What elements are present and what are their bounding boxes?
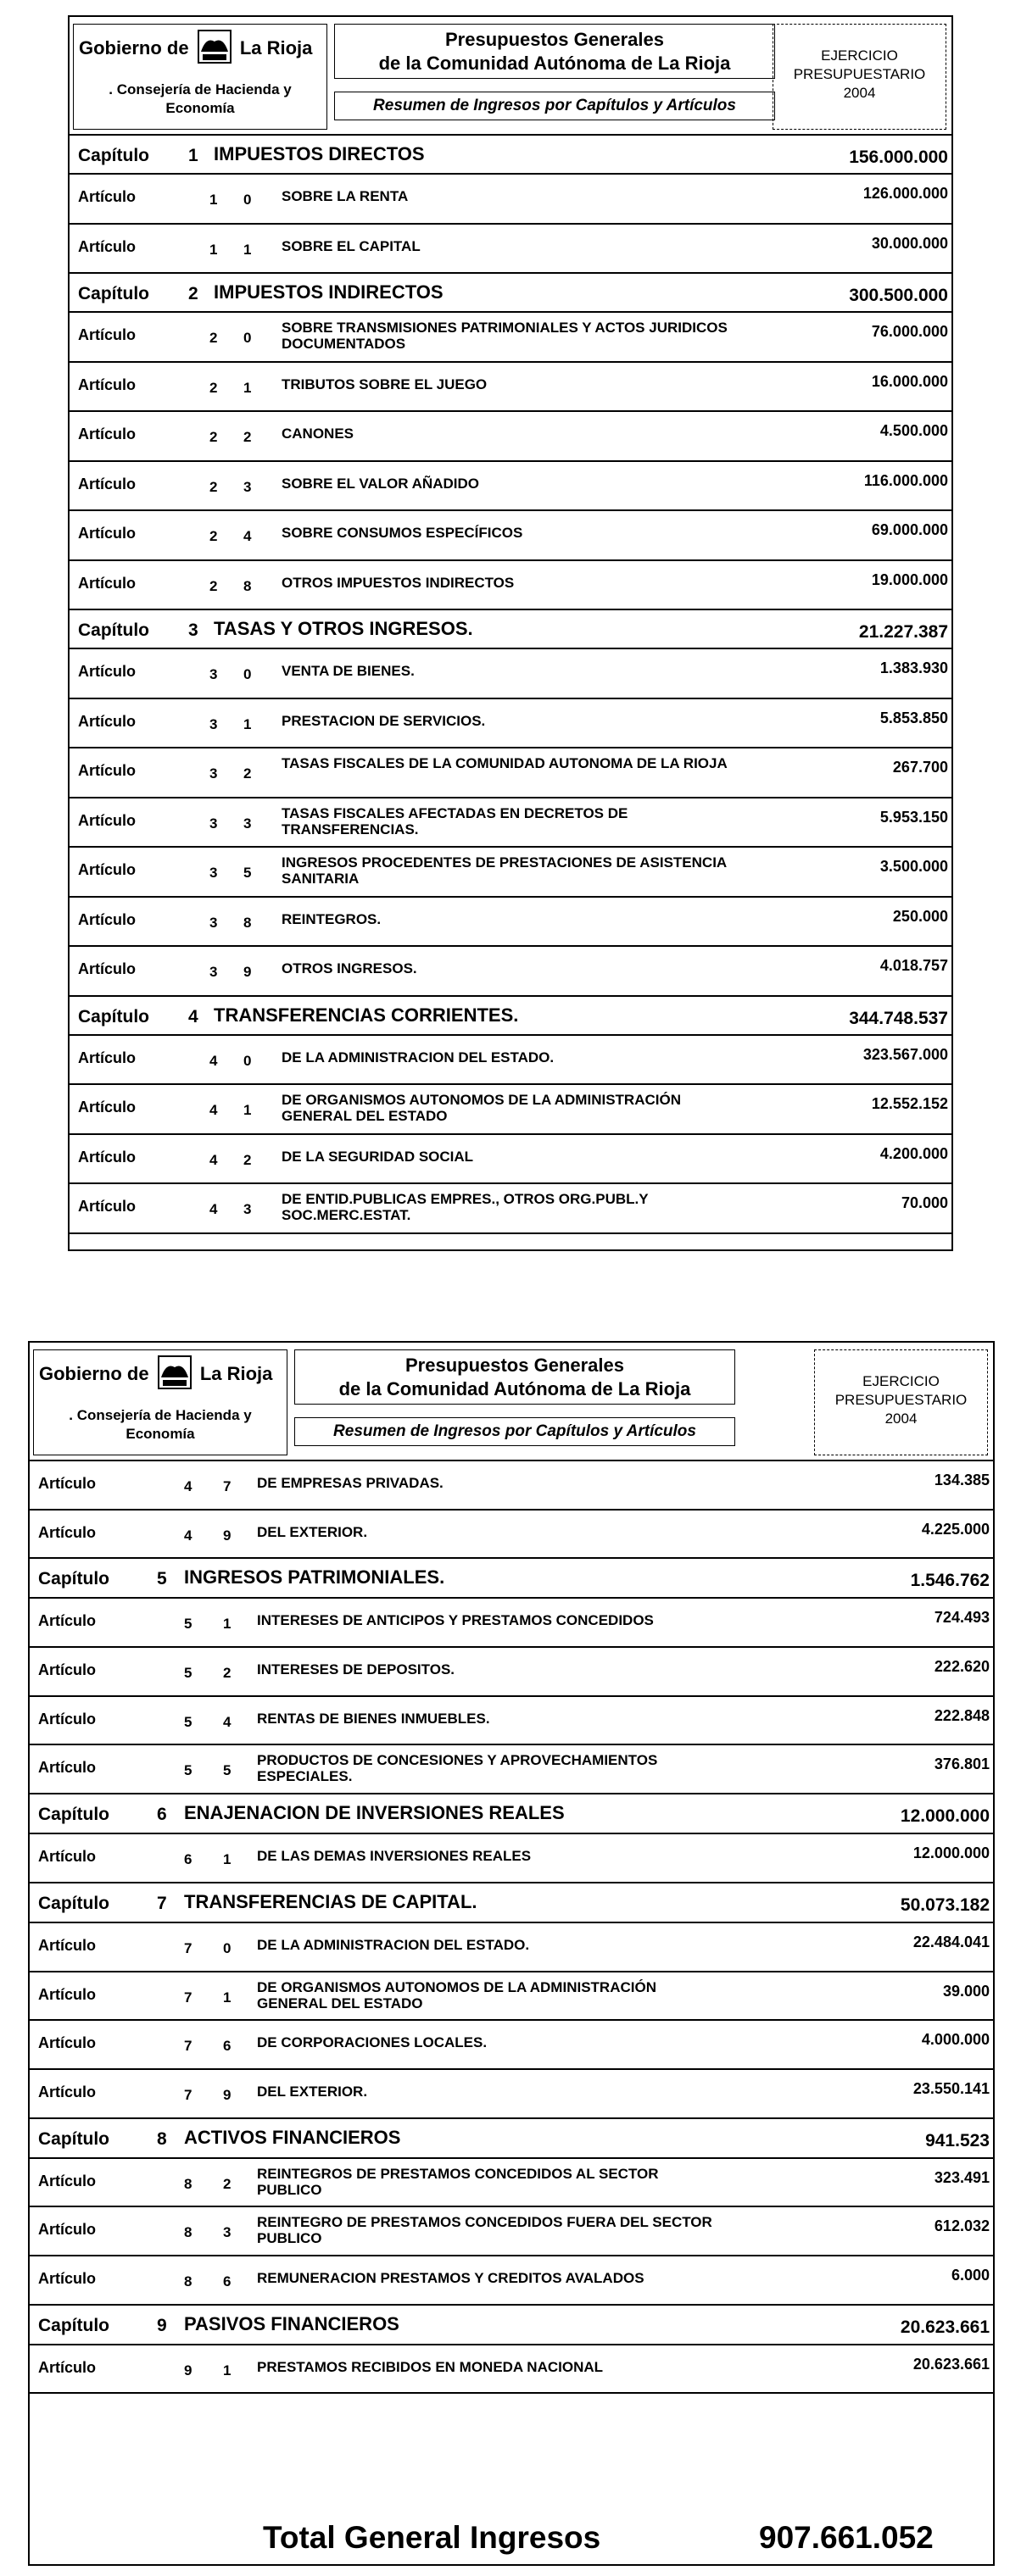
article-label: Artículo bbox=[78, 188, 137, 205]
article-description: TRIBUTOS SOBRE EL JUEGO bbox=[282, 376, 488, 392]
chapter-number: 2 bbox=[188, 284, 198, 303]
chapter-description: INGRESOS PATRIMONIALES. bbox=[184, 1566, 445, 1588]
article-amount: 20.623.661 bbox=[912, 2355, 990, 2373]
budget-page-1 bbox=[68, 15, 953, 1251]
article-number: 7 bbox=[223, 1478, 232, 1494]
government-logo-box bbox=[73, 24, 327, 130]
article-amount: 12.000.000 bbox=[912, 1844, 990, 1862]
article-label: Artículo bbox=[38, 2221, 97, 2239]
chapter-number: 8 bbox=[184, 2273, 192, 2289]
article-description: DE LA SEGURIDAD SOCIAL bbox=[282, 1148, 474, 1165]
article-number: 6 bbox=[223, 2038, 232, 2055]
article-description: DE LAS DEMAS INVERSIONES REALES bbox=[257, 1848, 532, 1865]
article-row bbox=[70, 649, 951, 699]
article-number: 0 bbox=[243, 192, 252, 208]
article-row bbox=[70, 1085, 951, 1135]
article-label: Artículo bbox=[78, 1099, 137, 1116]
chapter-number: 8 bbox=[184, 2175, 192, 2192]
budget-table bbox=[70, 136, 951, 1234]
article-number: 2 bbox=[223, 1665, 232, 1682]
article-amount: 126.000.000 bbox=[862, 185, 948, 202]
article-number: 1 bbox=[223, 1616, 232, 1633]
chapter-description: ACTIVOS FINANCIEROS bbox=[184, 2126, 401, 2148]
chapter-number: 2 bbox=[209, 528, 218, 544]
article-row bbox=[30, 1599, 993, 1648]
chapter-label: Capítulo bbox=[78, 284, 149, 303]
chapter-description: TRANSFERENCIAS CORRIENTES. bbox=[214, 1004, 519, 1026]
chapter-row bbox=[30, 1794, 993, 1834]
article-row bbox=[70, 175, 951, 225]
article-row bbox=[70, 699, 951, 749]
article-row bbox=[30, 1972, 993, 2022]
chapter-number: 3 bbox=[209, 715, 218, 732]
article-number: 5 bbox=[243, 865, 252, 881]
document-title: Presupuestos Generales de la Comunidad Autónoma de La Rioja bbox=[294, 1349, 735, 1405]
article-label: Artículo bbox=[38, 2172, 97, 2189]
chapter-row bbox=[70, 136, 951, 175]
article-description: CANONES bbox=[282, 426, 354, 442]
budget-table bbox=[30, 1461, 993, 2394]
chapter-description: TASAS Y OTROS INGRESOS. bbox=[214, 618, 473, 639]
chapter-row bbox=[70, 610, 951, 649]
chapter-number: 4 bbox=[184, 1478, 192, 1494]
article-label: Artículo bbox=[38, 1661, 97, 1679]
article-amount: 69.000.000 bbox=[871, 521, 948, 538]
chapter-number: 1 bbox=[209, 192, 218, 208]
article-number: 0 bbox=[243, 330, 252, 346]
article-amount: 39.000 bbox=[942, 1982, 990, 2000]
article-number: 2 bbox=[243, 1151, 252, 1168]
chapter-number: 8 bbox=[157, 2128, 167, 2149]
article-description: DE EMPRESAS PRIVADAS. bbox=[257, 1475, 444, 1491]
article-amount: 23.550.141 bbox=[912, 2079, 990, 2097]
article-row bbox=[70, 363, 951, 413]
chapter-label: Capítulo bbox=[38, 1569, 109, 1589]
article-description: INGRESOS PROCEDENTES DE PRESTACIONES DE ASISTENCIA SANITARIA bbox=[282, 854, 727, 887]
article-description: PRESTACION DE SERVICIOS. bbox=[282, 712, 486, 729]
article-amount: 70.000 bbox=[901, 1194, 948, 1211]
chapter-label: Capítulo bbox=[78, 146, 149, 165]
chapter-amount: 300.500.000 bbox=[849, 286, 948, 305]
article-row bbox=[30, 2159, 993, 2208]
article-number: 9 bbox=[223, 1527, 232, 1544]
article-amount: 30.000.000 bbox=[871, 234, 948, 252]
article-row bbox=[70, 1036, 951, 1086]
article-row bbox=[70, 748, 951, 798]
article-number: 0 bbox=[223, 1939, 232, 1956]
chapter-description: TRANSFERENCIAS DE CAPITAL. bbox=[184, 1890, 477, 1912]
chapter-number: 5 bbox=[184, 1665, 192, 1682]
article-number: 8 bbox=[243, 577, 252, 594]
article-amount: 1.383.930 bbox=[879, 659, 948, 676]
chapter-label: Capítulo bbox=[78, 1006, 149, 1027]
chapter-description: PASIVOS FINANCIEROS bbox=[184, 2312, 399, 2334]
article-row bbox=[70, 561, 951, 611]
article-number: 1 bbox=[243, 241, 252, 258]
article-label: Artículo bbox=[38, 2358, 97, 2376]
chapter-number: 3 bbox=[209, 914, 218, 931]
article-row bbox=[70, 798, 951, 848]
article-number: 1 bbox=[223, 1989, 232, 2006]
article-description: SOBRE EL CAPITAL bbox=[282, 237, 421, 254]
article-description: DE LA ADMINISTRACION DEL ESTADO. bbox=[257, 1936, 530, 1953]
article-number: 6 bbox=[223, 2273, 232, 2289]
article-amount: 3.500.000 bbox=[879, 858, 948, 875]
article-amount: 222.848 bbox=[934, 1706, 990, 1724]
chapter-amount: 344.748.537 bbox=[849, 1008, 948, 1028]
chapter-number: 9 bbox=[157, 2315, 167, 2335]
article-number: 1 bbox=[243, 1102, 252, 1118]
article-number: 4 bbox=[243, 528, 252, 544]
chapter-amount: 20.623.661 bbox=[900, 2317, 990, 2337]
article-description: TASAS FISCALES DE LA COMUNIDAD AUTONOMA DE LA RIOJA bbox=[282, 755, 728, 771]
article-label: Artículo bbox=[78, 237, 137, 255]
article-row bbox=[70, 898, 951, 948]
article-description: DE LA ADMINISTRACION DEL ESTADO. bbox=[282, 1049, 555, 1065]
article-amount: 134.385 bbox=[934, 1472, 990, 1488]
article-description: REINTEGROS DE PRESTAMOS CONCEDIDOS AL SECTOR PUBLICO bbox=[257, 2165, 659, 2198]
la-rioja-seal-icon bbox=[158, 1355, 192, 1394]
article-number: 3 bbox=[243, 815, 252, 832]
chapter-row bbox=[30, 1559, 993, 1599]
gobierno-label: Gobierno de bbox=[79, 36, 189, 58]
chapter-number: 5 bbox=[184, 1616, 192, 1633]
article-number: 8 bbox=[243, 914, 252, 931]
article-label: Artículo bbox=[38, 1936, 97, 1954]
article-description: DE ENTID.PUBLICAS EMPRES., OTROS ORG.PUBL.Y SOC.MERC.ESTAT. bbox=[282, 1191, 649, 1223]
page-header bbox=[70, 17, 951, 136]
article-label: Artículo bbox=[38, 1710, 97, 1728]
consejeria-label: . Consejería de Hacienda y Economía bbox=[109, 81, 292, 116]
article-amount: 250.000 bbox=[892, 907, 948, 925]
article-number: 2 bbox=[243, 429, 252, 445]
chapter-amount: 1.546.762 bbox=[910, 1571, 990, 1591]
chapter-number: 8 bbox=[184, 2224, 192, 2241]
chapter-number: 7 bbox=[157, 1893, 167, 1913]
chapter-number: 4 bbox=[188, 1006, 198, 1027]
chapter-number: 3 bbox=[209, 964, 218, 980]
article-number: 5 bbox=[223, 1762, 232, 1779]
article-number: 1 bbox=[223, 1851, 232, 1868]
article-amount: 22.484.041 bbox=[912, 1933, 990, 1950]
article-label: Artículo bbox=[38, 2034, 97, 2052]
chapter-amount: 21.227.387 bbox=[858, 622, 948, 642]
article-description: SOBRE EL VALOR AÑADIDO bbox=[282, 475, 479, 492]
chapter-label: Capítulo bbox=[78, 620, 149, 640]
chapter-number: 4 bbox=[209, 1201, 218, 1217]
article-label: Artículo bbox=[78, 910, 137, 928]
article-amount: 376.801 bbox=[934, 1755, 990, 1773]
chapter-amount: 941.523 bbox=[925, 2130, 990, 2150]
chapter-number: 2 bbox=[209, 330, 218, 346]
article-amount: 76.000.000 bbox=[871, 323, 948, 340]
chapter-label: Capítulo bbox=[38, 2315, 109, 2335]
chapter-number: 2 bbox=[209, 577, 218, 594]
document-subtitle: Resumen de Ingresos por Capítulos y Artículos bbox=[334, 92, 775, 120]
chapter-number: 7 bbox=[184, 2038, 192, 2055]
article-description: REINTEGROS. bbox=[282, 910, 382, 927]
article-row bbox=[30, 2070, 993, 2119]
chapter-label: Capítulo bbox=[38, 1805, 109, 1825]
article-description: OTROS IMPUESTOS INDIRECTOS bbox=[282, 574, 515, 591]
article-description: INTERESES DE DEPOSITOS. bbox=[257, 1661, 455, 1678]
article-label: Artículo bbox=[78, 1148, 137, 1166]
article-amount: 5.853.850 bbox=[879, 709, 948, 726]
la-rioja-label: La Rioja bbox=[239, 36, 313, 58]
article-row bbox=[30, 1834, 993, 1883]
article-description: DE CORPORACIONES LOCALES. bbox=[257, 2034, 488, 2051]
article-row bbox=[70, 412, 951, 462]
article-label: Artículo bbox=[78, 712, 137, 730]
article-number: 1 bbox=[243, 379, 252, 396]
article-description: SOBRE CONSUMOS ESPECÍFICOS bbox=[282, 525, 523, 541]
article-number: 3 bbox=[243, 478, 252, 495]
chapter-number: 4 bbox=[209, 1052, 218, 1069]
article-amount: 19.000.000 bbox=[871, 570, 948, 588]
article-row bbox=[30, 1511, 993, 1560]
budget-page-2 bbox=[28, 1341, 995, 2566]
article-label: Artículo bbox=[78, 574, 137, 592]
article-description: SOBRE LA RENTA bbox=[282, 188, 409, 204]
article-amount: 5.953.150 bbox=[879, 808, 948, 826]
article-row bbox=[70, 1135, 951, 1185]
article-amount: 612.032 bbox=[934, 2217, 990, 2235]
article-amount: 267.700 bbox=[892, 759, 948, 776]
article-description: DE ORGANISMOS AUTONOMOS DE LA ADMINISTRACIÓN GENERAL DEL ESTADO bbox=[282, 1092, 681, 1124]
article-number: 0 bbox=[243, 1052, 252, 1069]
article-number: 9 bbox=[223, 2086, 232, 2103]
article-number: 9 bbox=[243, 964, 252, 980]
article-description: PRODUCTOS DE CONCESIONES Y APROVECHAMIENTOS ESPECIALES. bbox=[257, 1752, 658, 1785]
article-description: REMUNERACION PRESTAMOS Y CREDITOS AVALADOS bbox=[257, 2269, 644, 2286]
article-description: OTROS INGRESOS. bbox=[282, 960, 417, 976]
chapter-amount: 156.000.000 bbox=[849, 147, 948, 167]
article-label: Artículo bbox=[78, 960, 137, 977]
article-number: 2 bbox=[243, 765, 252, 782]
grand-total-amount: 907.661.052 bbox=[759, 2520, 934, 2555]
la-rioja-label: La Rioja bbox=[199, 1362, 273, 1384]
chapter-row bbox=[70, 274, 951, 313]
chapter-row bbox=[30, 2306, 993, 2345]
chapter-number: 4 bbox=[209, 1151, 218, 1168]
article-description: PRESTAMOS RECIBIDOS EN MONEDA NACIONAL bbox=[257, 2358, 604, 2375]
article-row bbox=[70, 313, 951, 363]
chapter-number: 4 bbox=[184, 1527, 192, 1544]
article-number: 1 bbox=[223, 2362, 232, 2378]
article-amount: 4.000.000 bbox=[921, 2031, 990, 2049]
article-row bbox=[70, 462, 951, 512]
chapter-row bbox=[70, 997, 951, 1036]
article-amount: 222.620 bbox=[934, 1658, 990, 1676]
chapter-number: 6 bbox=[157, 1805, 167, 1825]
chapter-number: 2 bbox=[209, 478, 218, 495]
article-label: Artículo bbox=[78, 663, 137, 680]
article-label: Artículo bbox=[78, 1049, 137, 1066]
article-label: Artículo bbox=[78, 762, 137, 779]
article-row bbox=[30, 1461, 993, 1511]
document-subtitle: Resumen de Ingresos por Capítulos y Artículos bbox=[294, 1417, 735, 1446]
chapter-number: 4 bbox=[209, 1102, 218, 1118]
article-row bbox=[30, 2207, 993, 2256]
article-amount: 4.018.757 bbox=[879, 957, 948, 974]
article-description: DEL EXTERIOR. bbox=[257, 1523, 368, 1540]
article-amount: 16.000.000 bbox=[871, 372, 948, 390]
article-number: 4 bbox=[223, 1713, 232, 1730]
article-number: 3 bbox=[223, 2224, 232, 2241]
article-label: Artículo bbox=[78, 426, 137, 442]
article-amount: 116.000.000 bbox=[863, 471, 948, 489]
article-amount: 4.500.000 bbox=[879, 422, 948, 439]
la-rioja-seal-icon bbox=[198, 30, 232, 69]
chapter-description: ENAJENACION DE INVERSIONES REALES bbox=[184, 1802, 565, 1824]
article-row bbox=[70, 1184, 951, 1234]
article-row bbox=[30, 2345, 993, 2395]
article-label: Artículo bbox=[38, 1985, 97, 2003]
article-label: Artículo bbox=[38, 1759, 97, 1777]
chapter-number: 3 bbox=[209, 815, 218, 832]
article-description: RENTAS DE BIENES INMUEBLES. bbox=[257, 1710, 490, 1727]
document-title: Presupuestos Generales de la Comunidad Autónoma de La Rioja bbox=[334, 24, 775, 79]
article-label: Artículo bbox=[38, 2269, 97, 2287]
article-row bbox=[30, 2256, 993, 2306]
chapter-number: 5 bbox=[157, 1569, 167, 1589]
article-label: Artículo bbox=[38, 1475, 97, 1492]
article-row bbox=[70, 947, 951, 997]
chapter-number: 7 bbox=[184, 1989, 192, 2006]
consejeria-label: . Consejería de Hacienda y Economía bbox=[69, 1407, 252, 1442]
chapter-number: 7 bbox=[184, 2086, 192, 2103]
article-description: INTERESES DE ANTICIPOS Y PRESTAMOS CONCEDIDOS bbox=[257, 1612, 654, 1629]
article-row bbox=[30, 1648, 993, 1697]
article-amount: 12.552.152 bbox=[871, 1095, 948, 1112]
chapter-number: 3 bbox=[209, 865, 218, 881]
article-label: Artículo bbox=[78, 376, 137, 393]
article-amount: 4.200.000 bbox=[879, 1144, 948, 1162]
article-number: 1 bbox=[243, 715, 252, 732]
page-header bbox=[30, 1343, 993, 1461]
chapter-description: IMPUESTOS INDIRECTOS bbox=[214, 281, 444, 303]
government-logo-box bbox=[33, 1349, 287, 1455]
gobierno-label: Gobierno de bbox=[39, 1362, 149, 1384]
chapter-number: 2 bbox=[209, 379, 218, 396]
article-label: Artículo bbox=[38, 1848, 97, 1866]
article-description: SOBRE TRANSMISIONES PATRIMONIALES Y ACTOS JURIDICOS DOCUMENTADOS bbox=[282, 320, 728, 352]
article-number: 3 bbox=[243, 1201, 252, 1217]
article-label: Artículo bbox=[78, 811, 137, 829]
article-label: Artículo bbox=[78, 525, 137, 542]
article-number: 2 bbox=[223, 2175, 232, 2192]
fiscal-year-box: EJERCICIO PRESUPUESTARIO 2004 bbox=[814, 1349, 988, 1455]
article-row bbox=[30, 1745, 993, 1794]
chapter-description: IMPUESTOS DIRECTOS bbox=[214, 143, 425, 164]
article-row bbox=[70, 225, 951, 275]
chapter-row bbox=[30, 2119, 993, 2159]
article-label: Artículo bbox=[78, 1198, 137, 1215]
article-description: DEL EXTERIOR. bbox=[257, 2083, 368, 2100]
article-row bbox=[70, 848, 951, 898]
chapter-number: 9 bbox=[184, 2362, 192, 2378]
article-label: Artículo bbox=[38, 2083, 97, 2100]
article-label: Artículo bbox=[78, 326, 137, 343]
chapter-number: 5 bbox=[184, 1762, 192, 1779]
chapter-label: Capítulo bbox=[38, 1893, 109, 1913]
article-label: Artículo bbox=[38, 1612, 97, 1630]
chapter-row bbox=[30, 1883, 993, 1923]
article-label: Artículo bbox=[78, 475, 137, 492]
chapter-number: 7 bbox=[184, 1939, 192, 1956]
chapter-label: Capítulo bbox=[38, 2128, 109, 2149]
article-amount: 724.493 bbox=[934, 1609, 990, 1627]
article-description: DE ORGANISMOS AUTONOMOS DE LA ADMINISTRACIÓN GENERAL DEL ESTADO bbox=[257, 1978, 656, 2011]
article-amount: 6.000 bbox=[951, 2266, 990, 2284]
chapter-number: 6 bbox=[184, 1851, 192, 1868]
article-label: Artículo bbox=[38, 1523, 97, 1541]
grand-total-row bbox=[30, 2512, 993, 2564]
article-row bbox=[70, 511, 951, 561]
chapter-number: 2 bbox=[209, 429, 218, 445]
chapter-number: 1 bbox=[209, 241, 218, 258]
chapter-number: 3 bbox=[209, 666, 218, 682]
chapter-number: 3 bbox=[188, 620, 198, 640]
chapter-amount: 50.073.182 bbox=[900, 1894, 990, 1915]
article-amount: 4.225.000 bbox=[921, 1520, 990, 1538]
article-description: TASAS FISCALES AFECTADAS EN DECRETOS DE TRANSFERENCIAS. bbox=[282, 804, 628, 837]
chapter-number: 1 bbox=[188, 146, 198, 165]
grand-total-label: Total General Ingresos bbox=[263, 2520, 601, 2555]
chapter-amount: 12.000.000 bbox=[900, 1806, 990, 1827]
article-row bbox=[30, 1697, 993, 1746]
article-number: 0 bbox=[243, 666, 252, 682]
article-row bbox=[30, 1923, 993, 1972]
article-amount: 323.567.000 bbox=[862, 1045, 948, 1063]
article-label: Artículo bbox=[78, 861, 137, 878]
fiscal-year-box: EJERCICIO PRESUPUESTARIO 2004 bbox=[773, 24, 946, 130]
article-row bbox=[30, 2021, 993, 2070]
chapter-number: 5 bbox=[184, 1713, 192, 1730]
article-amount: 323.491 bbox=[934, 2168, 990, 2186]
chapter-number: 3 bbox=[209, 765, 218, 782]
article-description: REINTEGRO DE PRESTAMOS CONCEDIDOS FUERA DEL SECTOR PUBLICO bbox=[257, 2214, 712, 2247]
article-description: VENTA DE BIENES. bbox=[282, 663, 415, 679]
